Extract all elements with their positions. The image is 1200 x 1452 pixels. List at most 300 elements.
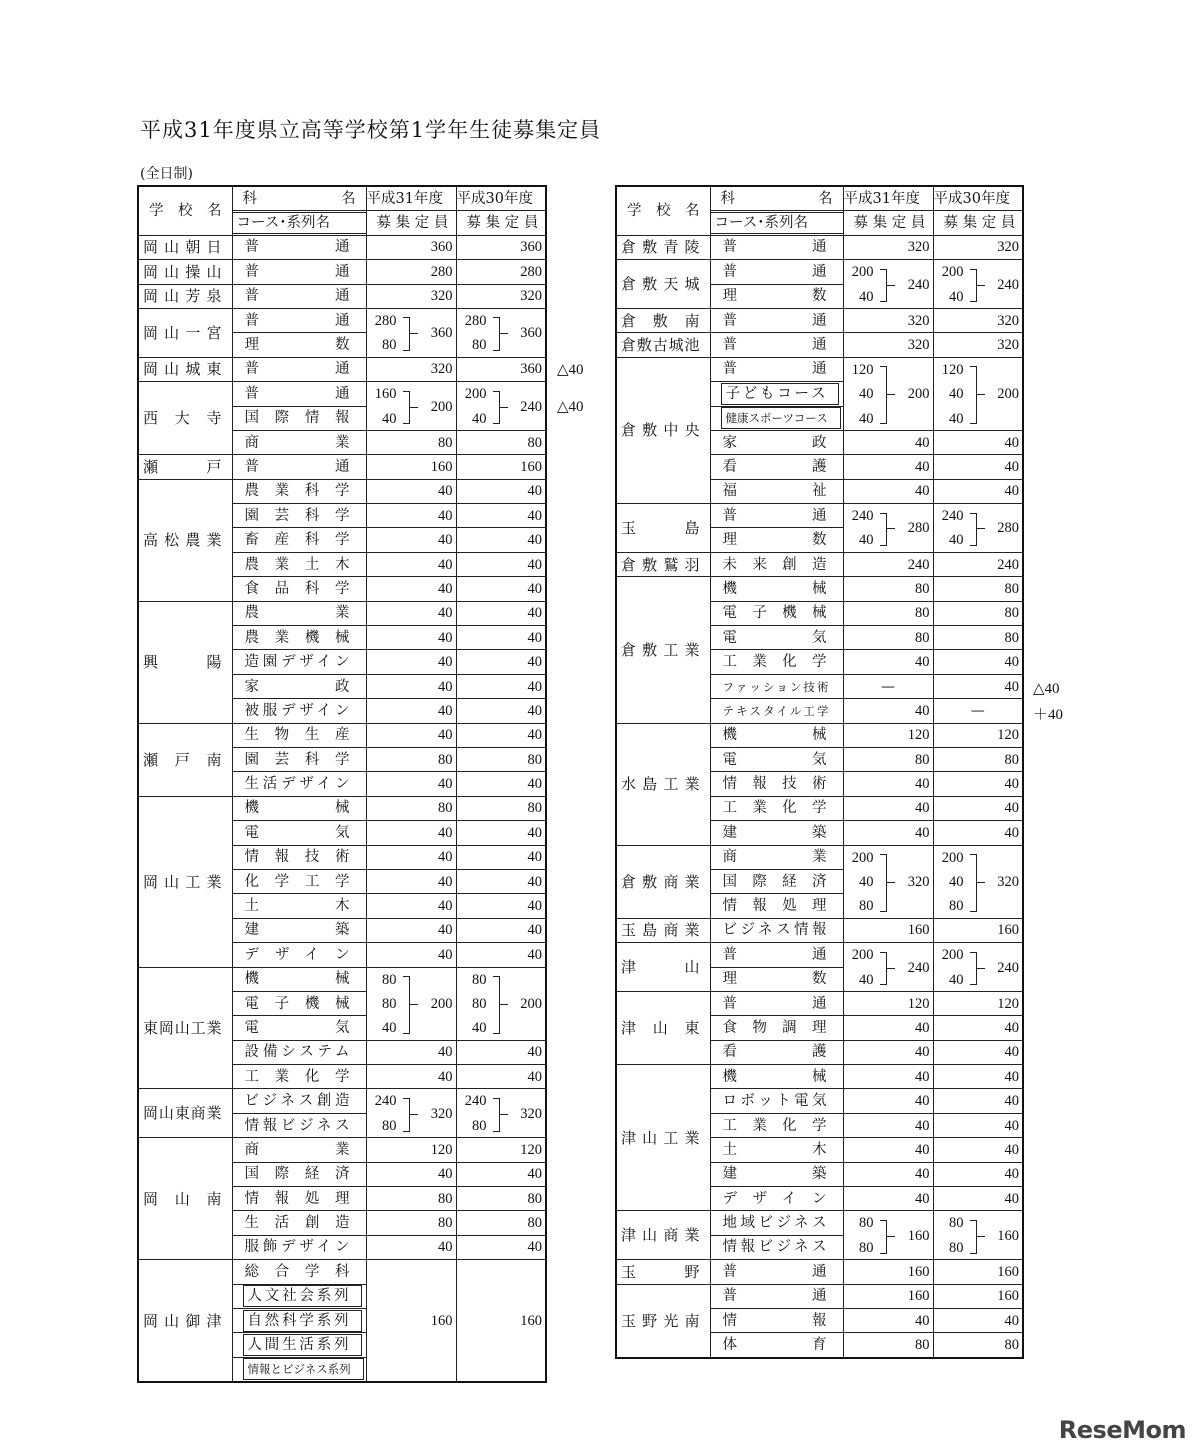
dept-name: 畜産科学 bbox=[232, 528, 366, 552]
bracket-item: 200 bbox=[941, 947, 964, 964]
grouped-capacity bbox=[456, 1089, 546, 1138]
dept-name: 生物生産 bbox=[232, 723, 366, 747]
bracket-item: 80 bbox=[949, 898, 964, 915]
dept-name: 工業化学 bbox=[710, 1113, 843, 1137]
grouped-capacity bbox=[843, 943, 933, 992]
bracket-item: 200 bbox=[464, 386, 487, 403]
dept-name: 理数 bbox=[710, 967, 843, 991]
dept-name: 農業 bbox=[232, 601, 366, 625]
bracket-total: 160 bbox=[997, 1227, 1019, 1244]
capacity-h31: 40 bbox=[843, 821, 933, 845]
dept-name: 機械 bbox=[232, 967, 366, 991]
course-name: 健康スポーツコース bbox=[721, 407, 841, 429]
dept-name: 電子機械 bbox=[710, 601, 843, 625]
dept-name: 普通 bbox=[710, 943, 843, 967]
capacity-h30: 40 bbox=[456, 528, 546, 552]
table-row bbox=[138, 284, 546, 308]
dept-name: 普通 bbox=[710, 1284, 843, 1308]
capacity-h30: 80 bbox=[933, 626, 1023, 650]
table-row bbox=[616, 577, 1023, 601]
school-name: 西大寺 bbox=[138, 382, 232, 455]
dept-name: 工業化学 bbox=[710, 796, 843, 820]
bracket-total: 240 bbox=[907, 959, 930, 976]
capacity-h30: 40 bbox=[933, 796, 1023, 820]
capacity-h30: 320 bbox=[933, 235, 1023, 259]
bracket-total: 280 bbox=[997, 520, 1019, 537]
dept-name bbox=[232, 1284, 366, 1308]
capacity-h30: 40 bbox=[933, 1089, 1023, 1113]
capacity-h31: 280 bbox=[366, 260, 456, 284]
bracket-tick bbox=[500, 333, 508, 334]
dept-name: 園芸科学 bbox=[232, 504, 366, 528]
dept-name: 普通 bbox=[232, 260, 366, 284]
capacity-h30: 40 bbox=[456, 723, 546, 747]
school-name: 瀬戸 bbox=[138, 455, 232, 479]
dept-name: ファッション技術 bbox=[710, 674, 843, 698]
capacity-h31: 160 bbox=[843, 918, 933, 942]
header-h31-year: 平成31年度 bbox=[366, 186, 456, 211]
capacity-h31: 160 bbox=[843, 1260, 933, 1284]
bracket-item: 80 bbox=[859, 1239, 874, 1256]
bracket-item: 40 bbox=[949, 386, 964, 403]
dept-name: 普通 bbox=[232, 382, 366, 406]
bracket-item: 80 bbox=[949, 1215, 964, 1232]
grouped-capacity bbox=[366, 382, 456, 431]
bracket-tick bbox=[977, 528, 985, 529]
table-row bbox=[616, 1260, 1023, 1284]
school-name: 倉敷中央 bbox=[616, 357, 710, 503]
bracket-item: 280 bbox=[464, 312, 487, 329]
grouped-capacity bbox=[933, 357, 1023, 430]
bracket-tick bbox=[887, 394, 895, 395]
capacity-h31: 40 bbox=[366, 577, 456, 601]
capacity-h31: 40 bbox=[843, 1113, 933, 1137]
bracket-line bbox=[403, 391, 410, 425]
bracket-line bbox=[880, 854, 887, 912]
bracket-item: 200 bbox=[851, 947, 874, 964]
capacity-bracket bbox=[367, 382, 456, 430]
dept-name: 普通 bbox=[710, 235, 843, 259]
capacity-h30: 40 bbox=[456, 650, 546, 674]
bracket-item: 40 bbox=[382, 410, 397, 427]
capacity-bracket bbox=[457, 1089, 546, 1137]
dept-name: 土木 bbox=[710, 1138, 843, 1162]
dept-name: デザイン bbox=[232, 943, 366, 967]
bracket-tick bbox=[977, 968, 985, 969]
dept-name: 未来創造 bbox=[710, 552, 843, 576]
table-row bbox=[138, 455, 546, 479]
table-row bbox=[616, 308, 1023, 332]
school-name: 倉敷古城池 bbox=[616, 333, 710, 357]
capacity-h31: 80 bbox=[843, 747, 933, 771]
bracket-item: 280 bbox=[374, 312, 397, 329]
dept-name: 普通 bbox=[710, 357, 843, 381]
dept-name: 服飾デザイン bbox=[232, 1235, 366, 1259]
school-name: 高松農業 bbox=[138, 479, 232, 601]
capacity-h30: 320 bbox=[933, 333, 1023, 357]
bracket-line bbox=[970, 854, 977, 912]
bracket-total: 240 bbox=[907, 276, 930, 293]
dept-name: 建築 bbox=[232, 918, 366, 942]
dept-name: ロボット電気 bbox=[710, 1089, 843, 1113]
capacity-h31: 40 bbox=[366, 1162, 456, 1186]
capacity-h30: 40 bbox=[933, 1065, 1023, 1089]
school-name: 岡山朝日 bbox=[138, 235, 232, 259]
bracket-total: 200 bbox=[520, 996, 542, 1013]
right-table bbox=[615, 185, 1024, 1359]
capacity-h31: 40 bbox=[366, 821, 456, 845]
span-capacity-h31: 160 bbox=[366, 1260, 456, 1382]
capacity-h30: 40 bbox=[933, 674, 1023, 698]
bracket-total: 320 bbox=[997, 874, 1019, 891]
bracket-total: 360 bbox=[430, 325, 453, 342]
change-note-jotou: △40 bbox=[557, 362, 584, 378]
capacity-h30: 40 bbox=[933, 1162, 1023, 1186]
capacity-h31: 40 bbox=[366, 918, 456, 942]
dept-name: 工業化学 bbox=[710, 650, 843, 674]
table-row bbox=[138, 382, 546, 406]
capacity-h30: 40 bbox=[933, 430, 1023, 454]
table-row bbox=[616, 1211, 1023, 1235]
capacity-h31: 80 bbox=[843, 626, 933, 650]
header-h31-cap: 募 集 定 員 bbox=[843, 211, 933, 235]
bracket-tick bbox=[410, 1004, 418, 1005]
header-dept: 科 名 bbox=[710, 186, 843, 211]
capacity-h30: 40 bbox=[456, 1065, 546, 1089]
capacity-h30: 40 bbox=[933, 772, 1023, 796]
table-row bbox=[616, 504, 1023, 528]
capacity-h30: 40 bbox=[456, 943, 546, 967]
bracket-tick bbox=[887, 882, 895, 883]
school-name: 倉敷鷲羽 bbox=[616, 552, 710, 576]
dept-name: 電気 bbox=[710, 747, 843, 771]
school-name: 岡山東商業 bbox=[138, 1089, 232, 1138]
capacity-h30: 40 bbox=[933, 650, 1023, 674]
capacity-h30: 40 bbox=[456, 601, 546, 625]
capacity-h31: 40 bbox=[843, 699, 933, 723]
bracket-item: 80 bbox=[472, 995, 487, 1012]
table-row bbox=[138, 235, 546, 259]
bracket-line bbox=[970, 1220, 977, 1254]
capacity-h31: 40 bbox=[366, 528, 456, 552]
bracket-line bbox=[493, 976, 500, 1034]
dept-name: 情報 bbox=[710, 1308, 843, 1332]
school-name: 岡山御津 bbox=[138, 1260, 232, 1382]
bracket-total: 160 bbox=[907, 1227, 930, 1244]
capacity-h30: 120 bbox=[933, 723, 1023, 747]
capacity-bracket bbox=[934, 504, 1023, 552]
school-name: 岡山操山 bbox=[138, 260, 232, 284]
header-dept: 科 名 bbox=[232, 186, 366, 211]
dept-name: 理数 bbox=[710, 284, 843, 308]
table-row bbox=[138, 601, 546, 625]
bracket-item: 40 bbox=[859, 386, 874, 403]
bracket-line bbox=[493, 391, 500, 425]
bracket-item: 40 bbox=[949, 288, 964, 305]
capacity-h30: 40 bbox=[933, 1040, 1023, 1064]
dept-name: 化学工学 bbox=[232, 869, 366, 893]
dept-name: テキスタイル工学 bbox=[710, 699, 843, 723]
dept-name: 情報技術 bbox=[710, 772, 843, 796]
capacity-h30: 40 bbox=[456, 1162, 546, 1186]
capacity-bracket bbox=[934, 260, 1023, 308]
bracket-total: 200 bbox=[430, 398, 453, 415]
grouped-capacity bbox=[366, 967, 456, 1040]
school-name: 瀬戸南 bbox=[138, 723, 232, 796]
capacity-h31: 40 bbox=[366, 723, 456, 747]
capacity-bracket bbox=[457, 968, 546, 1040]
capacity-h30: 80 bbox=[933, 1333, 1023, 1358]
capacity-h31: 40 bbox=[366, 504, 456, 528]
capacity-h30: 160 bbox=[933, 1284, 1023, 1308]
dept-name: 普通 bbox=[710, 260, 843, 284]
school-name: 倉敷南 bbox=[616, 308, 710, 332]
table-row bbox=[138, 723, 546, 747]
capacity-h30: 40 bbox=[456, 626, 546, 650]
capacity-h30: 80 bbox=[933, 577, 1023, 601]
capacity-h31: 320 bbox=[843, 308, 933, 332]
capacity-h30: 160 bbox=[933, 1260, 1023, 1284]
table-row bbox=[138, 308, 546, 332]
capacity-h31: 240 bbox=[843, 552, 933, 576]
bracket-line bbox=[970, 513, 977, 547]
bracket-item: 40 bbox=[859, 288, 874, 305]
span-capacity-h30: 160 bbox=[456, 1260, 546, 1382]
dept-name: 情報ビジネス bbox=[232, 1113, 366, 1137]
school-name: 岡山一宮 bbox=[138, 308, 232, 357]
table-row bbox=[138, 967, 546, 991]
dept-name bbox=[232, 1357, 366, 1382]
bracket-item: 80 bbox=[859, 898, 874, 915]
bracket-line bbox=[880, 952, 887, 986]
dept-name: 家政 bbox=[710, 430, 843, 454]
school-name: 岡山城東 bbox=[138, 357, 232, 381]
capacity-bracket bbox=[934, 358, 1023, 430]
bracket-item: 80 bbox=[859, 1215, 874, 1232]
header-h31-year: 平成31年度 bbox=[843, 186, 933, 211]
grouped-capacity bbox=[366, 1089, 456, 1138]
dept-name: 体育 bbox=[710, 1333, 843, 1358]
dept-name bbox=[710, 406, 843, 430]
dept-name: 食品科学 bbox=[232, 577, 366, 601]
capacity-h31: 80 bbox=[366, 747, 456, 771]
resemom-logo: ReseMom bbox=[1058, 1416, 1186, 1444]
table-row bbox=[138, 1089, 546, 1113]
bracket-tick bbox=[500, 1114, 508, 1115]
capacity-h31: 40 bbox=[366, 626, 456, 650]
left-table bbox=[137, 185, 547, 1383]
dept-name bbox=[232, 1333, 366, 1357]
table-row bbox=[138, 357, 546, 381]
table-row bbox=[616, 943, 1023, 967]
capacity-h31: 40 bbox=[843, 796, 933, 820]
dept-name: 看護 bbox=[710, 455, 843, 479]
capacity-bracket bbox=[934, 943, 1023, 991]
dept-name: 電気 bbox=[232, 1016, 366, 1040]
header-course-label: コース･系列名 bbox=[710, 212, 843, 234]
capacity-h31: 80 bbox=[843, 577, 933, 601]
grouped-capacity bbox=[843, 1211, 933, 1260]
bracket-line bbox=[880, 1220, 887, 1254]
table-row bbox=[138, 479, 546, 503]
bracket-item: 40 bbox=[949, 873, 964, 890]
dept-name: 園芸科学 bbox=[232, 747, 366, 771]
bracket-tick bbox=[887, 1236, 895, 1237]
bracket-item: 200 bbox=[941, 849, 964, 866]
bracket-total: 360 bbox=[520, 325, 542, 342]
bracket-line bbox=[403, 317, 410, 351]
capacity-h30: 40 bbox=[456, 577, 546, 601]
dept-name: 普通 bbox=[232, 284, 366, 308]
bracket-tick bbox=[977, 1236, 985, 1237]
capacity-h31: — bbox=[843, 674, 933, 698]
page-title: 平成31年度県立高等学校第1学年生徒募集定員 bbox=[140, 118, 602, 142]
dept-name: 電気 bbox=[232, 821, 366, 845]
bracket-tick bbox=[887, 285, 895, 286]
capacity-h30: 80 bbox=[933, 601, 1023, 625]
capacity-bracket bbox=[367, 1089, 456, 1137]
dept-name: 機械 bbox=[710, 1065, 843, 1089]
capacity-bracket bbox=[457, 382, 546, 430]
bracket-item: 40 bbox=[949, 971, 964, 988]
capacity-h30: 320 bbox=[933, 308, 1023, 332]
capacity-h31: 40 bbox=[366, 1040, 456, 1064]
header-course-label: コース･系列名 bbox=[232, 212, 366, 234]
header-h30-cap: 募 集 定 員 bbox=[456, 211, 546, 235]
dept-name: 地域ビジネス bbox=[710, 1211, 843, 1235]
bracket-item: 240 bbox=[941, 508, 964, 525]
dept-name: 普通 bbox=[232, 357, 366, 381]
bracket-total: 200 bbox=[430, 996, 453, 1013]
dept-name: 電子機械 bbox=[232, 991, 366, 1015]
dept-name: 工業化学 bbox=[232, 1065, 366, 1089]
capacity-h30: 40 bbox=[456, 869, 546, 893]
capacity-h30: 40 bbox=[933, 821, 1023, 845]
table-row bbox=[616, 845, 1023, 869]
table-row bbox=[616, 991, 1023, 1015]
capacity-h31: 40 bbox=[366, 772, 456, 796]
dept-name: 商業 bbox=[232, 1138, 366, 1162]
dept-name: 農業科学 bbox=[232, 479, 366, 503]
bracket-item: 200 bbox=[851, 264, 874, 281]
school-name: 玉島商業 bbox=[616, 918, 710, 942]
capacity-h31: 40 bbox=[843, 1308, 933, 1332]
bracket-total: 240 bbox=[997, 276, 1019, 293]
capacity-h30: 40 bbox=[933, 1138, 1023, 1162]
bracket-tick bbox=[410, 1114, 418, 1115]
capacity-h30: 40 bbox=[456, 674, 546, 698]
capacity-h30: 80 bbox=[456, 1211, 546, 1235]
dept-name: 建築 bbox=[710, 821, 843, 845]
bracket-item: 200 bbox=[851, 849, 874, 866]
bracket-item: 40 bbox=[472, 410, 487, 427]
header-school: 学 校 名 bbox=[616, 186, 710, 235]
capacity-h30: 40 bbox=[456, 918, 546, 942]
bracket-item: 160 bbox=[374, 386, 397, 403]
dept-name: 造園デザイン bbox=[232, 650, 366, 674]
dept-name: 機械 bbox=[232, 796, 366, 820]
capacity-h31: 40 bbox=[843, 650, 933, 674]
capacity-h30: 40 bbox=[456, 772, 546, 796]
capacity-h31: 120 bbox=[843, 723, 933, 747]
bracket-item: 40 bbox=[859, 410, 874, 427]
bracket-item: 40 bbox=[859, 532, 874, 549]
table-row bbox=[616, 333, 1023, 357]
capacity-h31: 40 bbox=[843, 1138, 933, 1162]
bracket-line bbox=[970, 366, 977, 424]
capacity-bracket bbox=[844, 260, 933, 308]
capacity-h31: 40 bbox=[366, 674, 456, 698]
capacity-h31: 40 bbox=[843, 1016, 933, 1040]
bracket-item: 120 bbox=[941, 361, 964, 378]
dept-name: 商業 bbox=[232, 430, 366, 454]
dept-name: 看護 bbox=[710, 1040, 843, 1064]
capacity-h30: 40 bbox=[456, 894, 546, 918]
capacity-h30: 40 bbox=[933, 479, 1023, 503]
capacity-bracket bbox=[457, 309, 546, 357]
grouped-capacity bbox=[933, 1211, 1023, 1260]
capacity-h31: 40 bbox=[366, 650, 456, 674]
table-row bbox=[616, 1065, 1023, 1089]
capacity-h31: 40 bbox=[843, 1040, 933, 1064]
grouped-capacity bbox=[843, 260, 933, 309]
capacity-h31: 40 bbox=[366, 479, 456, 503]
capacity-h30: 40 bbox=[456, 479, 546, 503]
bracket-line bbox=[493, 317, 500, 351]
bracket-total: 320 bbox=[907, 874, 930, 891]
grouped-capacity bbox=[933, 845, 1023, 918]
dept-name: 普通 bbox=[232, 308, 366, 332]
capacity-h31: 40 bbox=[843, 1065, 933, 1089]
capacity-h31: 40 bbox=[843, 479, 933, 503]
capacity-h31: 40 bbox=[366, 552, 456, 576]
capacity-h31: 80 bbox=[366, 796, 456, 820]
bracket-line bbox=[970, 269, 977, 303]
capacity-h31: 40 bbox=[366, 601, 456, 625]
dept-name: 情報ビジネス bbox=[710, 1235, 843, 1259]
school-name: 玉野 bbox=[616, 1260, 710, 1284]
dept-name: 建築 bbox=[710, 1162, 843, 1186]
capacity-bracket bbox=[367, 968, 456, 1040]
school-name: 岡山工業 bbox=[138, 796, 232, 967]
capacity-h30: 160 bbox=[933, 918, 1023, 942]
bracket-tick bbox=[410, 333, 418, 334]
header-h31-cap: 募 集 定 員 bbox=[366, 211, 456, 235]
bracket-line bbox=[403, 976, 410, 1034]
header-h30-year: 平成30年度 bbox=[933, 186, 1023, 211]
capacity-h30: 360 bbox=[456, 235, 546, 259]
capacity-h30: 360 bbox=[456, 357, 546, 381]
school-name: 倉敷商業 bbox=[616, 845, 710, 918]
capacity-h30: 40 bbox=[456, 821, 546, 845]
capacity-h31: 160 bbox=[843, 1284, 933, 1308]
capacity-h31: 40 bbox=[843, 1089, 933, 1113]
dept-name: 電気 bbox=[710, 626, 843, 650]
capacity-bracket bbox=[844, 358, 933, 430]
bracket-tick bbox=[500, 1004, 508, 1005]
capacity-h30: 40 bbox=[456, 1040, 546, 1064]
capacity-h31: 320 bbox=[366, 357, 456, 381]
capacity-h31: 320 bbox=[366, 284, 456, 308]
grouped-capacity bbox=[843, 845, 933, 918]
bracket-item: 40 bbox=[949, 410, 964, 427]
capacity-h30: 80 bbox=[456, 747, 546, 771]
capacity-h30: 120 bbox=[456, 1138, 546, 1162]
capacity-h30: — bbox=[933, 699, 1023, 723]
bracket-tick bbox=[887, 968, 895, 969]
bracket-item: 40 bbox=[859, 873, 874, 890]
header-h30-cap: 募 集 定 員 bbox=[933, 211, 1023, 235]
